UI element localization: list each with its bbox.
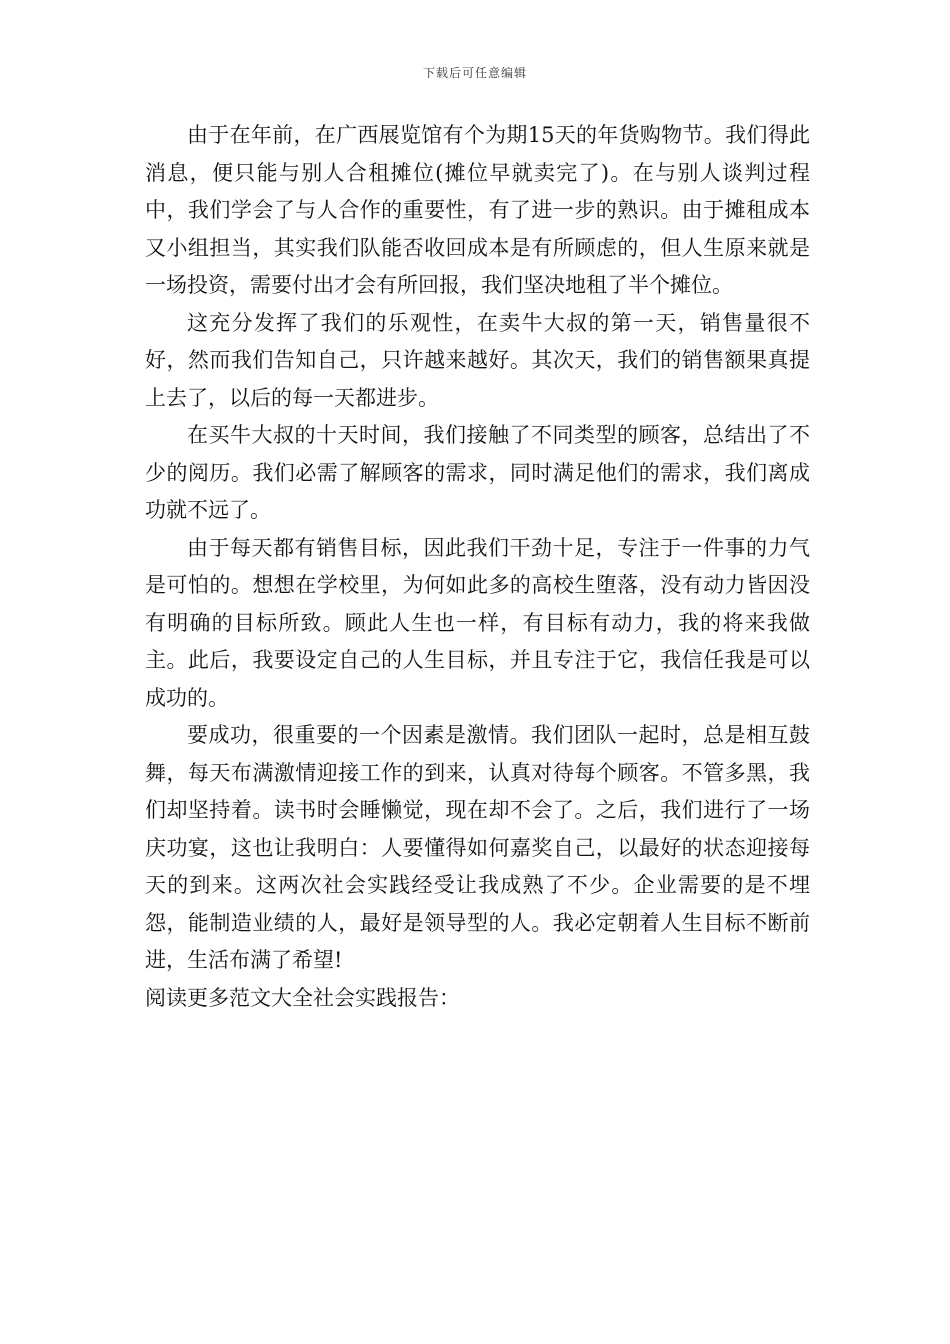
paragraph: 由于每天都有销售目标，因此我们干劲十足，专注于一件事的力气是可怕的。想想在学校里，为何如此多的高校生堕落，没有动力皆因没有明确的目标所致。顾此人生也一样，有目标有动力，我的将来我做主。此后，我要设定自己的人生目标，并且专注于它，我信任我是可以成功的。 — [145, 535, 810, 710]
paragraph: 在买牛大叔的十天时间，我们接触了不同类型的顾客，总结出了不少的阅历。我们必需了解顾客的需求，同时满足他们的需求，我们离成功就不远了。 — [145, 423, 810, 522]
paragraph: 由于在年前，在广西展览馆有个为期15天的年货购物节。我们得此消息，便只能与别人合租摊位(摊位早就卖完了)。在与别人谈判过程中，我们学会了与人合作的重要性，有了进一步的熟识。由于摊租成本又小组担当，其实我们队能否收回成本是有所顾虑的，但人生原来就是一场投资，需要付出才会有所回报，我们坚决地租了半个摊位。 — [145, 123, 810, 297]
paragraph: 这充分发挥了我们的乐观性，在卖牛大叔的第一天，销售量很不好，然而我们告知自己，只许越来越好。其次天，我们的销售额果真提上去了，以后的每一天都进步。 — [145, 310, 810, 410]
document-body — [145, 117, 810, 1017]
read-more-line: 阅读更多范文大全社会实践报告： — [145, 985, 460, 1010]
paragraph: 要成功，很重要的一个因素是激情。我们团队一起时，总是相互鼓舞，每天布满激情迎接工作的到来，认真对待每个顾客。不管多黑，我们却坚持着。读书时会睡懒觉，现在却不会了。之后，我们进行了一场庆功宴，这也让我明白：人要懂得如何嘉奖自己，以最好的状态迎接每天的到来。这两次社会实践经受让我成熟了不少。企业需要的是不埋怨，能制造业绩的人，最好是领导型的人。我必定朝着人生目标不断前进，生活布满了希望! — [145, 723, 810, 972]
page-header: 下载后可任意编辑 — [422, 66, 527, 80]
